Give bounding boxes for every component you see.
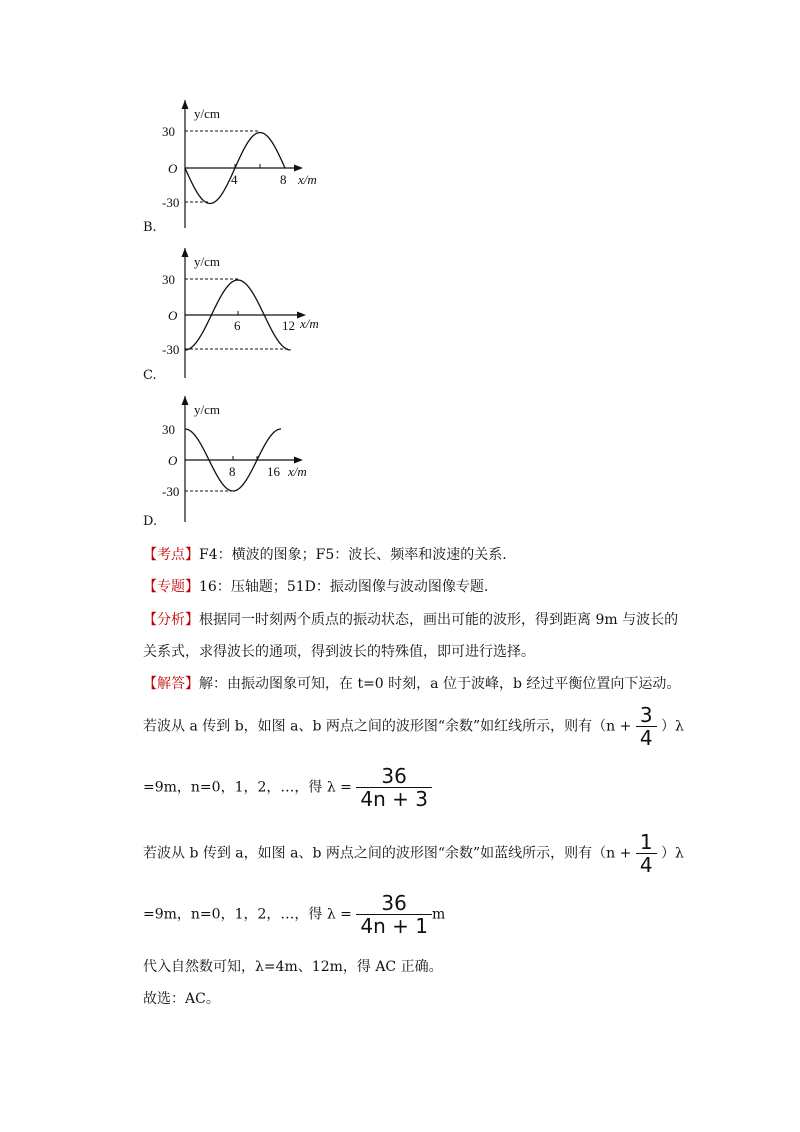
graph-b-x-label: x/m bbox=[298, 172, 317, 187]
zhuanti-line bbox=[143, 576, 488, 596]
graph-d-y-label: y/cm bbox=[194, 402, 220, 417]
case2-result-fraction bbox=[356, 892, 432, 937]
conclusion-text: 代入自然数可知，λ=4m、12m，得 AC 正确。 bbox=[143, 959, 443, 975]
fenxi-line-1 bbox=[143, 609, 678, 629]
option-c-label: C. bbox=[143, 368, 157, 383]
fenxi-tag: 【分析】 bbox=[143, 612, 199, 628]
graph-option-b bbox=[160, 100, 360, 230]
jieda-line bbox=[143, 673, 680, 693]
zhuanti-text: 16：压轴题；51D：振动图像与波动图像专题. bbox=[199, 579, 489, 595]
graph-b-tick-neg30: -30 bbox=[162, 195, 180, 210]
case1-result-num: 36 bbox=[381, 764, 407, 788]
graph-c-tick-neg30: -30 bbox=[162, 342, 180, 357]
graph-d-origin: O bbox=[168, 453, 178, 468]
case1-result-fraction bbox=[356, 765, 432, 810]
zhuanti-tag: 【专题】 bbox=[143, 579, 199, 595]
fenxi-line-2 bbox=[143, 641, 535, 661]
fenxi-text-2: 关系式，求得波长的通项，得到波长的特殊值，即可进行选择。 bbox=[143, 644, 535, 660]
case2-frac-num: 1 bbox=[639, 830, 653, 854]
graph-d-y-arrow bbox=[182, 396, 189, 405]
graph-d-tick-neg30: -30 bbox=[162, 484, 180, 499]
kaodian-line bbox=[143, 544, 507, 564]
case2-line bbox=[143, 831, 684, 876]
graph-b-tick-30: 30 bbox=[162, 124, 175, 139]
graph-b-y-label: y/cm bbox=[194, 106, 220, 121]
conclusion-line bbox=[143, 956, 443, 976]
graph-c-origin: O bbox=[168, 308, 178, 323]
jieda-tag: 【解答】 bbox=[143, 676, 199, 692]
case2-eq-line bbox=[143, 892, 445, 937]
graph-c-xtick-6: 6 bbox=[234, 318, 241, 333]
kaodian-text: F4：横波的图象；F5：波长、频率和波速的关系. bbox=[199, 547, 507, 563]
graph-option-d bbox=[160, 396, 360, 524]
graph-b-y-arrow bbox=[182, 100, 189, 109]
case2-unit: m bbox=[431, 906, 446, 923]
graph-d-svg bbox=[160, 396, 360, 524]
case1-eq-line bbox=[143, 765, 432, 810]
case1-tail: ）λ bbox=[661, 718, 684, 735]
case2-result-num: 36 bbox=[381, 891, 407, 915]
case1-line bbox=[143, 704, 684, 749]
case1-frac-num: 3 bbox=[639, 703, 653, 727]
graph-b-xtick-4: 4 bbox=[231, 172, 238, 187]
graph-option-c bbox=[160, 248, 360, 380]
answer-text: 故选：AC。 bbox=[143, 991, 220, 1007]
option-d-label: D. bbox=[143, 514, 158, 529]
graph-d-xtick-8: 8 bbox=[229, 464, 236, 479]
jieda-text: 解：由振动图象可知，在 t=0 时刻，a 位于波峰，b 经过平衡位置向下运动。 bbox=[199, 676, 681, 692]
fenxi-text-1: 根据同一时刻两个质点的振动状态，画出可能的波形，得到距离 9m 与波长的 bbox=[199, 612, 679, 628]
case1-fraction bbox=[636, 704, 657, 749]
option-b-label: B. bbox=[143, 220, 157, 235]
case2-eq-text: =9m，n=0，1，2，…，得 λ = bbox=[143, 906, 352, 923]
graph-d-xtick-16: 16 bbox=[267, 464, 280, 479]
graph-b-svg bbox=[160, 100, 360, 230]
case1-frac-den: 4 bbox=[636, 726, 657, 749]
kaodian-tag: 【考点】 bbox=[143, 547, 199, 563]
graph-c-xtick-12: 12 bbox=[282, 318, 295, 333]
graph-c-y-label: y/cm bbox=[194, 254, 220, 269]
graph-c-tick-30: 30 bbox=[162, 272, 175, 287]
graph-d-tick-30: 30 bbox=[162, 422, 175, 437]
graph-b-origin: O bbox=[168, 161, 178, 176]
case2-tail: ）λ bbox=[661, 845, 684, 862]
case2-fraction bbox=[636, 831, 657, 876]
graph-c-svg bbox=[160, 248, 360, 380]
graph-c-y-arrow bbox=[182, 248, 189, 257]
graph-c-x-label: x/m bbox=[300, 316, 319, 331]
case1-eq-text: =9m，n=0，1，2，…，得 λ = bbox=[143, 779, 352, 796]
case1-result-den: 4n + 3 bbox=[356, 787, 432, 810]
case1-text: 若波从 a 传到 b，如图 a、b 两点之间的波形图“余数”如红线所示，则有（n + bbox=[143, 718, 632, 735]
case2-frac-den: 4 bbox=[636, 853, 657, 876]
answer-line bbox=[143, 988, 220, 1008]
graph-b-xtick-8: 8 bbox=[280, 172, 287, 187]
graph-d-x-label: x/m bbox=[288, 464, 307, 479]
graph-b-x-arrow bbox=[294, 165, 303, 172]
case2-text: 若波从 b 传到 a，如图 a、b 两点之间的波形图“余数”如蓝线所示，则有（n + bbox=[143, 845, 632, 862]
case2-result-den: 4n + 1 bbox=[356, 914, 432, 937]
graph-d-x-arrow bbox=[294, 457, 303, 464]
